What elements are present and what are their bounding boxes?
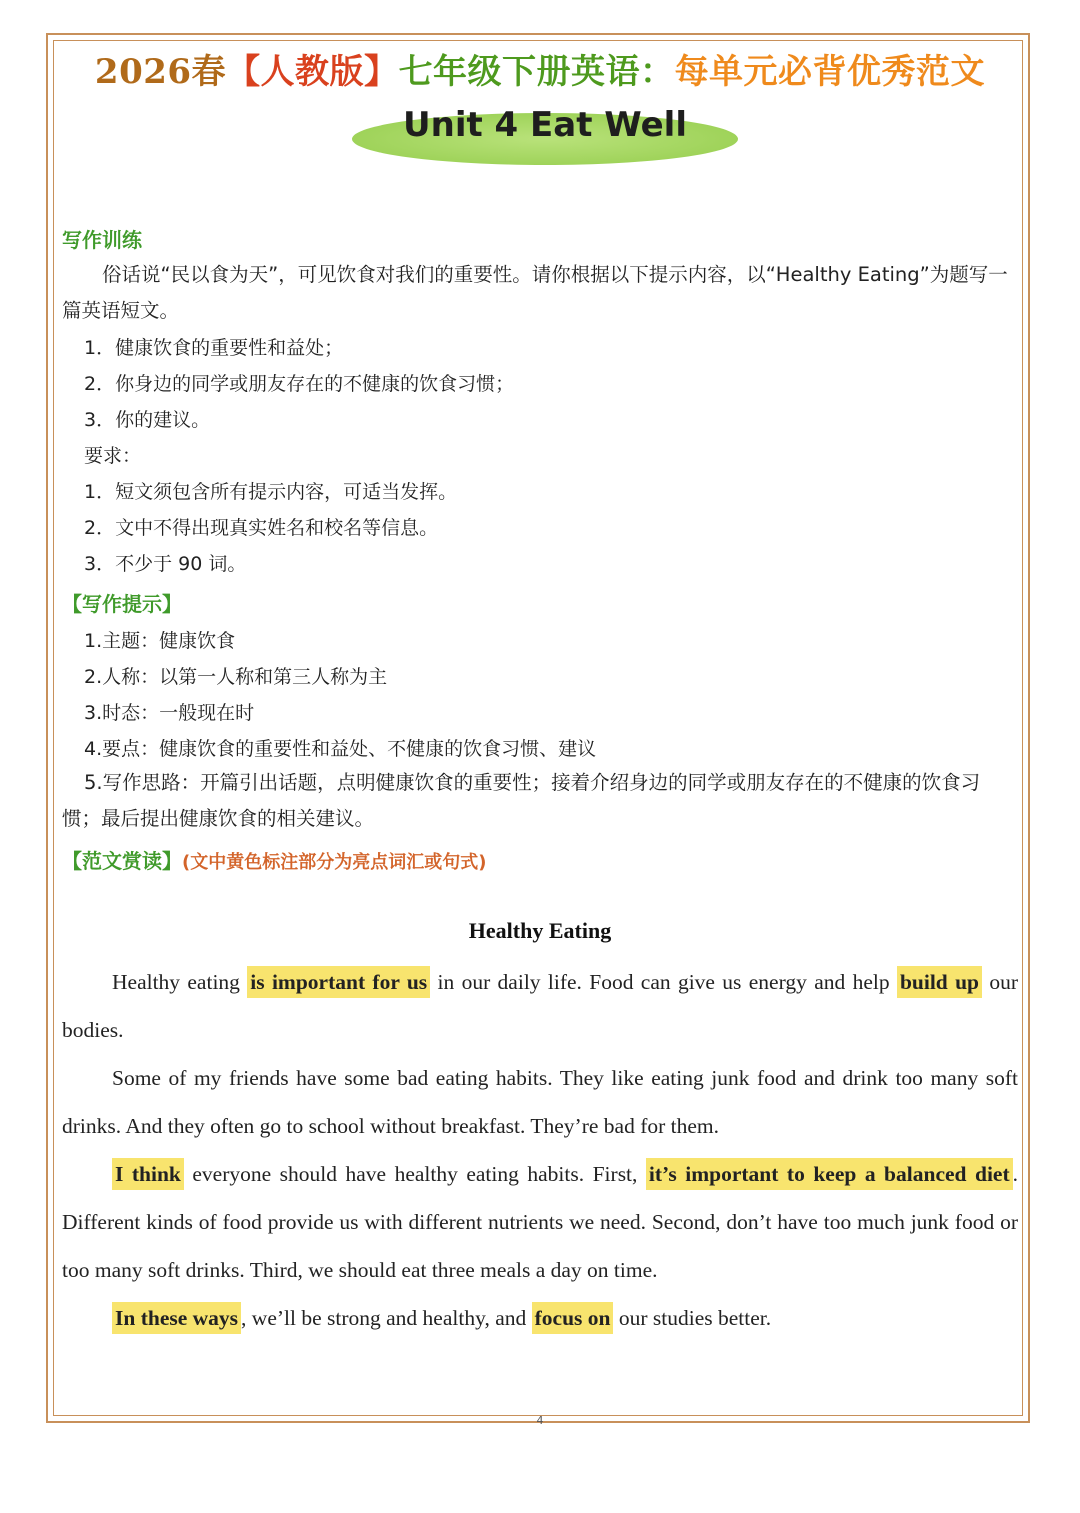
essay-text: Healthy eating <box>112 970 248 994</box>
tip-4: 4.要点：健康饮食的重要性和益处、不健康的饮食习惯、建议 <box>84 738 597 760</box>
essay-title: Healthy Eating <box>468 918 612 943</box>
title-year: 2026春 <box>94 52 227 92</box>
highlight-phrase: build up <box>897 966 982 998</box>
essay-text: , we’ll be strong and healthy, and <box>241 1306 532 1330</box>
requirement-2: 2．文中不得出现真实姓名和校名等信息。 <box>84 517 439 539</box>
essay-body <box>62 958 1018 1342</box>
title-edition: 【人教版】 <box>226 52 399 92</box>
essay-paragraph-1 <box>62 958 1018 1054</box>
highlight-phrase: I think <box>112 1158 184 1190</box>
title-desc: 每单元必背优秀范文 <box>674 52 986 92</box>
tip-2: 2.人称：以第一人称和第三人称为主 <box>84 666 388 688</box>
highlight-phrase: focus on <box>532 1302 614 1334</box>
reading-heading <box>62 845 486 874</box>
tip-5: 5.写作思路：开篇引出话题，点明健康饮食的重要性；接着介绍身边的同学或朋友存在的不健康的饮食习惯；最后提出健康饮食的相关建议。 <box>62 771 981 830</box>
essay-text: everyone should have healthy eating habits. First, <box>183 1162 646 1186</box>
essay-text: our bodies. <box>62 970 1019 1042</box>
task-point-2: 2．你身边的同学或朋友存在的不健康的饮食习惯； <box>84 373 515 395</box>
task-point-3: 3．你的建议。 <box>84 409 211 431</box>
essay-paragraph-3 <box>62 1150 1018 1294</box>
unit-title: Unit 4 Eat Well <box>403 105 687 145</box>
reading-heading-label: 【范文赏读】 <box>62 849 182 873</box>
highlight-phrase: In these ways <box>112 1302 241 1334</box>
title-grade: 七年级下册英语： <box>398 52 675 92</box>
essay-text: in our daily life. Food can give us energy and help <box>430 970 897 994</box>
requirement-3: 3．不少于 90 词。 <box>84 553 247 575</box>
task-heading: 写作训练 <box>62 228 142 252</box>
highlight-phrase: it’s important to keep a balanced diet <box>646 1158 1013 1190</box>
tip-3: 3.时态：一般现在时 <box>84 702 255 724</box>
page-title <box>0 44 1080 93</box>
tip-1: 1.主题：健康饮食 <box>84 630 236 652</box>
highlight-phrase: is important for us <box>247 966 430 998</box>
requirements-label: 要求： <box>84 445 142 467</box>
essay-text: our studies better. <box>613 1306 772 1330</box>
page-number: 4 <box>536 1414 544 1427</box>
task-intro: 俗话说“民以食为天”，可见饮食对我们的重要性。请你根据以下提示内容，以“Healthy Eating”为题写一篇英语短文。 <box>62 263 1008 322</box>
essay-text: . Different kinds of food provide us with different nutrients we need. Second, don’t have too much junk food or too many soft drinks. Third, we should eat three meals a day on time. <box>62 1162 1018 1282</box>
tips-heading: 【写作提示】 <box>62 592 182 616</box>
essay-paragraph-2: Some of my friends have some bad eating habits. They like eating junk food and drink too many soft drinks. And they often go to school without breakfast. They’re bad for them. <box>62 1066 1018 1138</box>
reading-note: (文中黄色标注部分为亮点词汇或句式) <box>182 852 487 873</box>
task-point-1: 1．健康饮食的重要性和益处； <box>84 337 344 359</box>
essay-paragraph-4 <box>62 1294 1018 1342</box>
requirement-1: 1．短文须包含所有提示内容，可适当发挥。 <box>84 481 458 503</box>
